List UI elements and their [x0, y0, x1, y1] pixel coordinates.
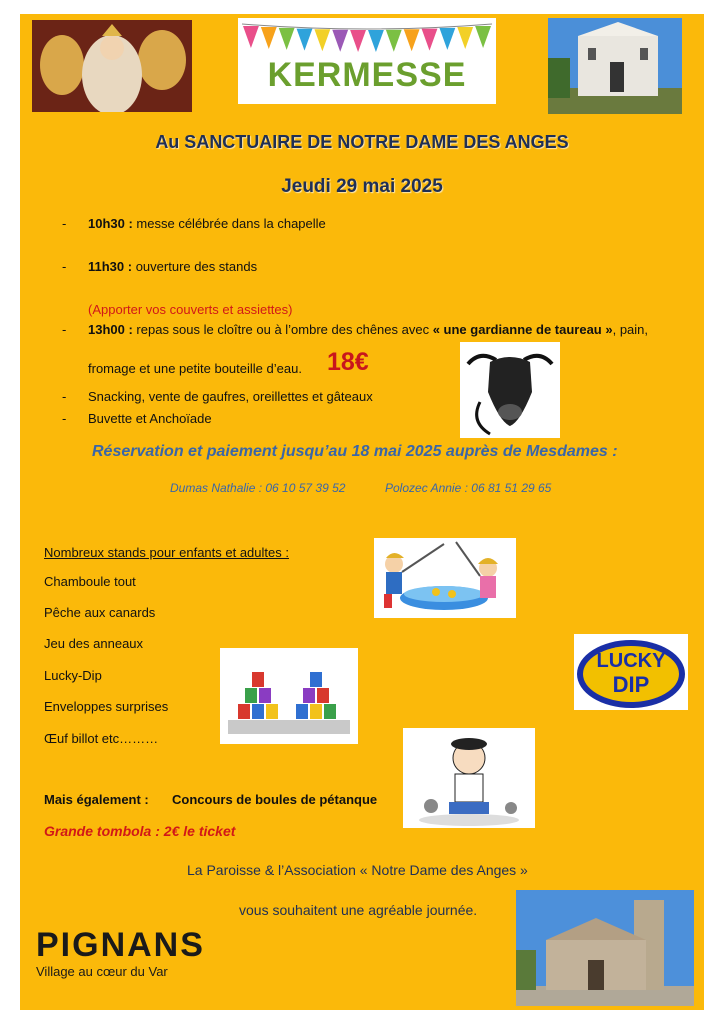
- can-pyramid-photo: [220, 648, 358, 744]
- kermesse-banner: [238, 18, 496, 104]
- lucky-dip-logo: [574, 634, 688, 710]
- stand-item: Jeu des anneaux: [44, 636, 144, 651]
- program-item: - 10h30 : messe célébrée dans la chapelle: [62, 216, 326, 231]
- sanctuary-title: Au SANCTUAIRE DE NOTRE DAME DES ANGES: [155, 132, 569, 152]
- village-church-photo: [516, 890, 694, 1006]
- closing-line-2: vous souhaitent une agréable journée.: [239, 902, 478, 918]
- kermesse-word: KERMESSE: [267, 56, 467, 94]
- bunting-flag: [279, 28, 295, 50]
- duck-fishing-illustration: [374, 538, 516, 618]
- bunting-flag: [332, 30, 348, 52]
- meal-line2: fromage et une petite bouteille d’eau.: [88, 361, 302, 376]
- bar-item: - Buvette et Anchoïade: [62, 411, 212, 426]
- reservation-title: Réservation et paiement jusqu’au 18 mai 2025 auprès de Mesdames :: [92, 443, 618, 460]
- tin-can: [245, 688, 257, 703]
- bunting-flag: [457, 27, 473, 49]
- stand-item: Enveloppes surprises: [44, 699, 169, 714]
- tin-can: [303, 688, 315, 703]
- bunting-flag: [439, 28, 455, 50]
- madonna-photo: [32, 20, 192, 112]
- also-label: Mais également :: [44, 792, 149, 807]
- bunting-flag: [422, 29, 438, 51]
- stand-item: Pêche aux canards: [44, 605, 156, 620]
- bunting-flag: [261, 27, 277, 49]
- tin-can: [324, 704, 336, 719]
- tin-can: [310, 704, 322, 719]
- tin-can: [266, 704, 278, 719]
- tin-can: [238, 704, 250, 719]
- stand-item: Lucky-Dip: [44, 668, 102, 683]
- pignans-tagline: Village au cœur du Var: [36, 964, 168, 979]
- petanque-player-illustration: [403, 728, 535, 828]
- tin-can: [317, 688, 329, 703]
- tin-can: [310, 672, 322, 687]
- contact-annie: Polozec Annie : 06 81 51 29 65: [385, 481, 552, 495]
- stand-item: Chamboule tout: [44, 574, 136, 589]
- bunting-flag: [368, 30, 384, 52]
- petanque-contest: Concours de boules de pétanque: [172, 792, 378, 807]
- bunting-flag: [386, 30, 402, 52]
- cutlery-note: (Apporter vos couverts et assiettes): [88, 302, 293, 317]
- tombola-line: Grande tombola : 2€ le ticket: [44, 823, 236, 839]
- pignans-logo: [36, 928, 205, 979]
- bunting-flag: [350, 30, 366, 52]
- tin-can: [252, 704, 264, 719]
- contact-nathalie: Dumas Nathalie : 06 10 57 39 52: [170, 481, 346, 495]
- bunting-flag: [475, 26, 491, 48]
- stand-item: Œuf billot etc………: [44, 731, 159, 746]
- snack-item: - Snacking, vente de gaufres, oreillettes et gâteaux: [62, 389, 373, 404]
- tin-can: [252, 672, 264, 687]
- bunting-flag: [243, 26, 259, 48]
- stands-heading: Nombreux stands pour enfants et adultes :: [44, 545, 289, 560]
- bull-drawing: [460, 342, 560, 438]
- poster-background: [20, 14, 704, 1010]
- meal-price: 18€: [327, 348, 369, 376]
- program-item: - 11h30 : ouverture des stands: [62, 259, 258, 274]
- pignans-name: PIGNANS: [36, 926, 205, 964]
- bunting-flag: [314, 29, 330, 51]
- lucky-word: LUCKY: [596, 650, 666, 672]
- bunting-flag: [297, 29, 313, 51]
- closing-line-1: La Paroisse & l’Association « Notre Dame des Anges »: [187, 862, 528, 878]
- bunting-flag: [404, 29, 420, 51]
- dip-word: DIP: [612, 672, 650, 697]
- sanctuary-photo: [548, 18, 682, 114]
- tin-can: [259, 688, 271, 703]
- meal-item: - 13h00 : repas sous le cloître ou à l’ombre des chênes avec « une gardianne de taureau », pain,: [62, 322, 649, 337]
- event-date: Jeudi 29 mai 2025: [281, 176, 443, 197]
- tin-can: [296, 704, 308, 719]
